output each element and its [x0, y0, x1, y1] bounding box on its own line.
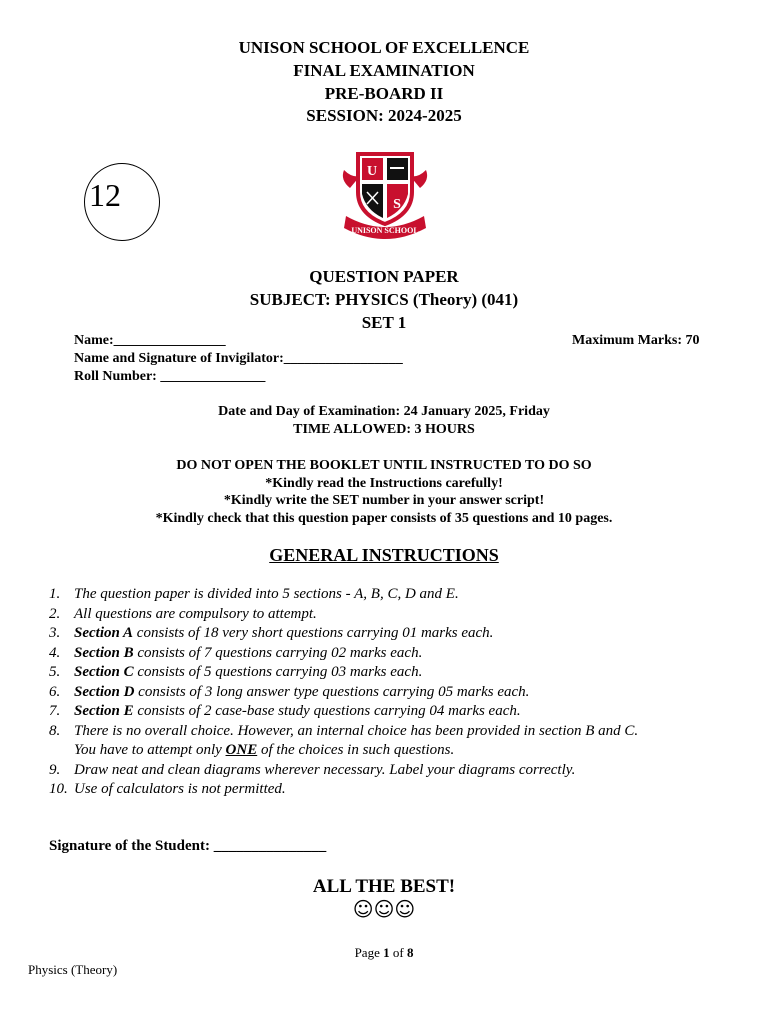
exam-title: FINAL EXAMINATION [293, 61, 475, 80]
max-marks: Maximum Marks: 70 [572, 333, 700, 348]
instruction-number: 8. [49, 722, 61, 739]
general-instructions-title: GENERAL INSTRUCTIONS [269, 545, 499, 565]
instruction-number: 1. [49, 586, 61, 602]
page-mid: of [389, 945, 407, 960]
name-field: Name:________________ [74, 333, 226, 348]
page-current: 1 [383, 945, 390, 960]
instruction-text: Use of calculators is not permitted. [74, 781, 286, 797]
page-number [0, 945, 768, 961]
set-title: SET 1 [361, 313, 407, 332]
exam-date: Date and Day of Examination: 24 January 2025, Friday [218, 404, 550, 419]
instruction-text: consists of 5 questions carrying 03 marks each. [133, 664, 423, 680]
instruction-item [49, 624, 739, 644]
instruction-text: consists of 18 very short questions carrying 01 marks each. [133, 625, 494, 641]
instruction-number: 2. [49, 605, 61, 622]
smiley-icons: ☺☺☺ [352, 897, 416, 921]
notice-write-set: *Kindly write the SET number in your answer script! [223, 493, 545, 508]
instruction-item [49, 585, 739, 605]
instruction-number: 9. [49, 761, 61, 778]
instruction-text: consists of 2 case-base study questions carrying 04 marks each. [133, 703, 521, 719]
instruction-text: consists of 3 long answer type questions carrying 05 marks each. [134, 683, 530, 700]
footer-subject-label: Physics (Theory) [28, 962, 118, 977]
instruction-number: 6. [49, 683, 61, 700]
section-label: Section D [74, 683, 135, 700]
emphasis-one: ONE [225, 742, 258, 758]
page-prefix: Page [354, 945, 384, 960]
school-logo [330, 140, 440, 250]
instruction-item [49, 722, 739, 761]
page-total: 8 [406, 945, 414, 960]
instruction-text: All questions are compulsory to attempt. [74, 605, 317, 622]
time-allowed: TIME ALLOWED: 3 HOURS [293, 422, 475, 437]
notice-read-instructions: *Kindly read the Instructions carefully! [265, 476, 503, 491]
roll-number-field: Roll Number: _______________ [74, 369, 266, 384]
invigilator-field: Name and Signature of Invigilator:_________________ [74, 351, 403, 366]
notice-check-pages: *Kindly check that this question paper consists of 35 questions and 10 pages. [155, 511, 613, 526]
notice-do-not-open: DO NOT OPEN THE BOOKLET UNTIL INSTRUCTED TO DO SO [176, 458, 592, 473]
instruction-number: 5. [49, 664, 61, 680]
instruction-text: consists of 7 questions carrying 02 marks each. [133, 644, 423, 661]
instructions-list [49, 585, 739, 800]
svg-text:S: S [393, 197, 401, 212]
instruction-item [49, 702, 739, 722]
closing-message: ALL THE BEST! [312, 876, 456, 897]
instruction-number: 3. [49, 625, 61, 641]
svg-text:U: U [366, 164, 378, 179]
instruction-item [49, 683, 739, 703]
section-label: Section C [74, 664, 134, 680]
school-crest-icon [330, 140, 440, 250]
instruction-item [49, 605, 739, 625]
session-title: SESSION: 2024-2025 [306, 106, 462, 125]
school-name: UNISON SCHOOL OF EXCELLENCE [238, 38, 530, 57]
paper-title: QUESTION PAPER [309, 267, 459, 286]
section-label: Section A [74, 625, 134, 641]
instruction-number: 10. [49, 781, 68, 797]
instruction-text-line2: You have to attempt only [74, 742, 226, 758]
instruction-item [49, 780, 739, 800]
instruction-item [49, 761, 739, 781]
instruction-item [49, 663, 739, 683]
instruction-text: Draw neat and clean diagrams wherever necessary. Label your diagrams correctly. [74, 761, 576, 778]
board-title: PRE-BOARD II [324, 84, 444, 103]
student-signature-field: Signature of the Student: _______________ [49, 838, 327, 854]
instruction-number: 4. [49, 644, 61, 661]
instruction-text-line2-end: of the choices in such questions. [257, 742, 455, 758]
subject-title: SUBJECT: PHYSICS (Theory) (041) [249, 290, 519, 309]
section-label: Section B [74, 644, 134, 661]
svg-text:UNISON SCHOOL: UNISON SCHOOL [351, 226, 419, 235]
instruction-item [49, 644, 739, 664]
instruction-number: 7. [49, 703, 61, 719]
instruction-text: There is no overall choice. However, an internal choice has been provided in section B and C. [74, 722, 639, 739]
grade-number: 12 [89, 177, 121, 213]
instruction-text: The question paper is divided into 5 sections - A, B, C, D and E. [74, 586, 459, 602]
section-label: Section E [74, 703, 134, 719]
